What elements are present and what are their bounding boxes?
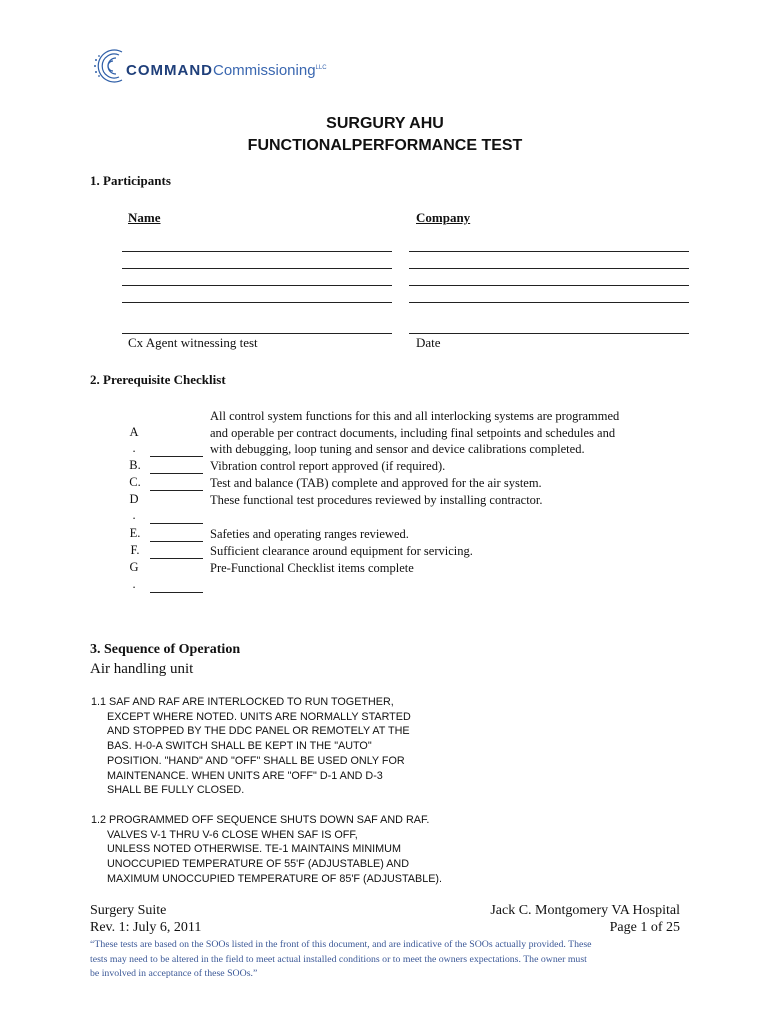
checklist-text-line: All control system functions for this and all interlocking systems are programmed [210, 409, 620, 423]
sequence-line: AND STOPPED BY THE DDC PANEL OR REMOTELY AT THE [107, 725, 410, 738]
checklist-blank-b[interactable] [150, 473, 203, 474]
checklist-text-e: Safeties and operating ranges reviewed. [210, 527, 409, 541]
name-line[interactable] [122, 251, 392, 252]
checklist-dot: . [132, 441, 136, 455]
sequence-line: UNLESS NOTED OTHERWISE. TE-1 MAINTAINS MINIMUM [107, 843, 401, 856]
company-column-header: Company [416, 210, 471, 225]
checklist-text-d: These functional test procedures reviewed by installing contractor. [210, 493, 543, 507]
checklist-letter-g: G [129, 560, 139, 574]
checklist-dot: . [132, 508, 136, 522]
sequence-line: EXCEPT WHERE NOTED. UNITS ARE NORMALLY STARTED [107, 710, 411, 723]
checklist-dot: . [132, 577, 136, 591]
disclaimer-line: “These tests are based on the SOOs listed in the front of this document, and are indicative of the SOOs actually provided. These [90, 939, 592, 950]
checklist-blank-d[interactable] [150, 523, 203, 524]
sequence-heading: 3. Sequence of Operation [90, 642, 241, 657]
name-column-header: Name [128, 210, 161, 225]
name-line[interactable] [122, 268, 392, 269]
checklist-blank-f[interactable] [150, 558, 203, 559]
sequence-line: VALVES V-1 THRU V-6 CLOSE WHEN SAF IS OFF, [107, 828, 358, 841]
checklist-text-b: Vibration control report approved (if required). [210, 459, 446, 473]
sequence-paragraph-1 [91, 695, 411, 798]
sequence-line: BAS. H-0-A SWITCH SHALL BE KEPT IN THE "AUTO" [107, 740, 372, 753]
logo-wordmark [126, 62, 327, 79]
footer-page-number: Page 1 of 25 [609, 920, 680, 935]
checklist-text-g: Pre-Functional Checklist items complete [210, 561, 414, 575]
checklist-letter-d: D [129, 492, 139, 506]
sequence-line: POSITION. "HAND" AND "OFF" SHALL BE USED ONLY FOR [107, 754, 405, 767]
prerequisite-heading: 2. Prerequisite Checklist [90, 372, 226, 387]
sequence-subheading: Air handling unit [90, 661, 194, 677]
logo-text-light: Commissioning [213, 62, 316, 79]
cx-agent-label: Cx Agent witnessing test [128, 335, 258, 350]
sequence-line: 1.2 PROGRAMMED OFF SEQUENCE SHUTS DOWN SAF AND RAF. [91, 814, 430, 826]
date-line[interactable] [409, 333, 689, 334]
company-line[interactable] [409, 268, 689, 269]
company-line[interactable] [409, 302, 689, 303]
sequence-line: MAXIMUM UNOCCUPIED TEMPERATURE OF 85'F (ADJUSTABLE). [107, 872, 442, 885]
checklist-text-line: with debugging, loop tuning and sensor and device calibrations completed. [210, 442, 585, 456]
checklist-letter-c: C. [129, 475, 141, 489]
sequence-line: 1.1 SAF AND RAF ARE INTERLOCKED TO RUN TOGETHER, [91, 696, 394, 708]
footer-left-line2: Rev. 1: July 6, 2011 [90, 920, 202, 935]
checklist-blank-e[interactable] [150, 541, 203, 542]
logo-text-bold: COMMAND [126, 62, 213, 79]
name-line[interactable] [122, 285, 392, 286]
checklist-blank-g[interactable] [150, 592, 203, 593]
document-title-line2: FUNCTIONALPERFORMANCE TEST [247, 137, 523, 154]
checklist-letter-b: B. [129, 458, 141, 472]
company-line[interactable] [409, 285, 689, 286]
disclaimer-line: tests may need to be altered in the field to meet actual installed conditions or to meet the owners expectations. The owner must [90, 953, 587, 965]
checklist-letter-f: F. [130, 543, 140, 557]
document-title-line1: SURGURY AHU [326, 115, 444, 132]
checklist-text-line: and operable per contract documents, including final setpoints and schedules and [210, 425, 616, 440]
checklist-blank-a[interactable] [150, 456, 203, 457]
checklist-letter-a: A [129, 425, 139, 439]
footer-right-line1: Jack C. Montgomery VA Hospital [490, 903, 680, 918]
disclaimer-line: be involved in acceptance of these SOOs.” [90, 968, 258, 979]
name-line[interactable] [122, 302, 392, 303]
cx-agent-signature-line[interactable] [122, 333, 392, 334]
participants-heading: 1. Participants [90, 173, 171, 188]
checklist-text-c: Test and balance (TAB) complete and approved for the air system. [210, 476, 542, 490]
checklist-text-f: Sufficient clearance around equipment for servicing. [210, 544, 473, 558]
date-label: Date [416, 335, 441, 350]
company-line[interactable] [409, 251, 689, 252]
footer-disclaimer [90, 938, 685, 982]
sequence-paragraph-2 [91, 813, 442, 887]
logo-suffix: LLC [315, 65, 327, 71]
checklist-letter-e: E. [129, 526, 141, 540]
footer-left-line1: Surgery Suite [90, 903, 167, 918]
sequence-line: MAINTENANCE. WHEN UNITS ARE "OFF" D-1 AND D-3 [107, 769, 383, 782]
sequence-line: UNOCCUPIED TEMPERATURE OF 55'F (ADJUSTABLE) AND [107, 858, 410, 871]
checklist-text-a [210, 408, 680, 458]
checklist-blank-c[interactable] [150, 490, 203, 491]
sequence-line: SHALL BE FULLY CLOSED. [107, 784, 245, 797]
